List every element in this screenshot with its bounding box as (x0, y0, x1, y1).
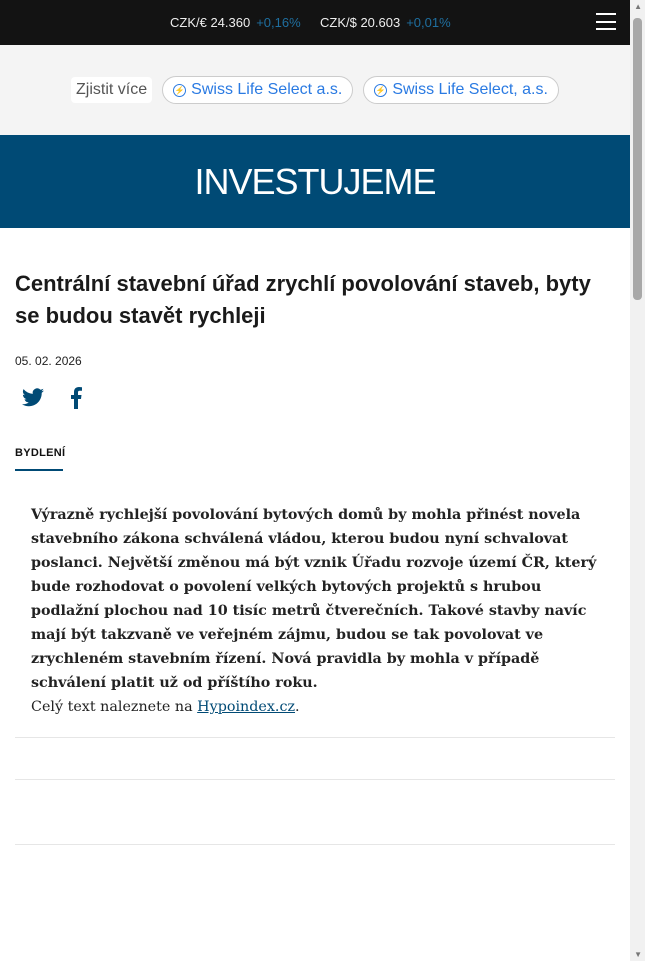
promo-bar (0, 45, 630, 135)
divider (15, 737, 615, 738)
article-body: Výrazně rychlejší povolování bytových domů by mohla přinést novela stavebního zákona schválená vládou, kterou budou nyní schvalovat poslanci. Největší změnou má být vznik Úřadu rozvoje území ČR, který bude rozhodovat o povolení velkých bytových projektů s hrubou podlažní plochou nad 10 tisíc metrů čtverečních. Takové stavby navíc mají být takzvaně ve veřejném zájmu, budou se tak povolovat ve zrychleném stavebním řízení. Nová pravidla by mohla v případě schválení platit už od příštího roku. Celý text naleznete na Hypoindex.cz. (31, 507, 597, 715)
facebook-icon[interactable] (70, 387, 82, 415)
twitter-icon[interactable] (22, 387, 44, 415)
article-perex: Výrazně rychlejší povolování bytových domů by mohla přinést novela stavebního zákona schválená vládou, kterou budou nyní schvalovat poslanci. Největší změnou má být vznik Úřadu rozvoje území ČR, který bude rozhodovat o povolení velkých bytových projektů s hrubou podlažní plochou nad 10 tisíc metrů čtverečních. Takové stavby navíc mají být takzvaně ve veřejném zájmu, budou se tak povolovat ve zrychleném stavebním řízení. Nová pravidla by mohla v případě schválení platit už od příštího roku. (31, 507, 597, 691)
lightning-icon: ⚡ (174, 85, 185, 95)
more-label: Zjistit více (71, 77, 152, 103)
promo-link[interactable]: ⚡ Swiss Life Select a.s. (162, 76, 353, 104)
category-tag[interactable]: BYDLENÍ (15, 447, 66, 459)
top-bar (0, 0, 630, 45)
rate-eur: CZK/€ 24.360 +0,16% (170, 15, 301, 30)
scroll-down-icon[interactable]: ▼ (634, 950, 642, 959)
rate-usd: CZK/$ 20.603 +0,01% (320, 15, 451, 30)
share-buttons (22, 387, 82, 415)
scrollbar[interactable] (630, 0, 645, 961)
category-underline (15, 469, 63, 471)
lightning-icon: ⚡ (375, 85, 386, 95)
site-logo[interactable]: INVESTUJEME (0, 135, 630, 228)
source-link[interactable]: Hypoindex.cz (197, 699, 296, 715)
menu-icon[interactable] (596, 13, 616, 30)
divider (15, 779, 615, 780)
article-date: 05. 02. 2026 (15, 354, 82, 368)
article-title: Centrální stavební úřad zrychlí povolování staveb, byty se budou stavět rychleji (15, 271, 591, 328)
promo-link[interactable]: ⚡ Swiss Life Select, a.s. (363, 76, 559, 104)
scroll-up-icon[interactable]: ▲ (634, 2, 642, 11)
divider (15, 844, 615, 845)
scrollbar-thumb[interactable] (633, 18, 642, 300)
